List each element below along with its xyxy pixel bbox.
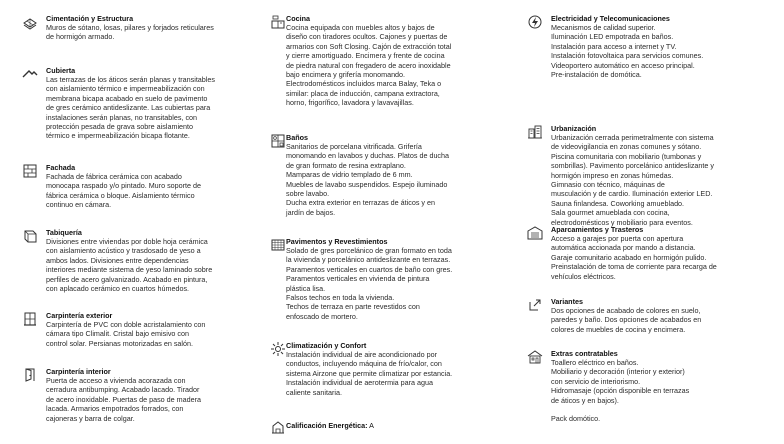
section-title: Aparcamientos y Trasteros (551, 225, 644, 234)
section-text: Divisiones entre viviendas por doble hoja cerámica con aislamiento acústico y trasdosado de yeso a ambos lados. Divisiones entre dependencias interiores mediante sistema de yeso laminado sobre perfiles de acero galvanizado. Acabado en pintura, con aplacado cerámico en cuartos húmedos. (46, 237, 213, 294)
section-text: Carpintería de PVC con doble acristalamiento con cámara tipo Climalit. Cristal bajo emisivo con control solar. Persianas motorizadas en salón. (46, 320, 206, 348)
section-title: Fachada (46, 163, 76, 172)
extras-icon (527, 349, 543, 365)
partition-icon (22, 228, 38, 244)
section-text: Toallero eléctrico en baños. Mobiliario y decoración (interior y exterior) con servicio de interiorismo. Hidromasaje (opción disponible en terrazas de áticos y en bajos). Pack domótico. (551, 358, 690, 424)
section-title: Carpintería interior (46, 367, 111, 376)
section-pavimentos (270, 237, 520, 332)
section-text: Dos opciones de acabado de colores en suelo, paredes y baño. Dos opciones de acabados en colores de muebles de cocina y encimera. (551, 306, 702, 334)
section-text: Muros de sótano, losas, pilares y forjados reticulares de hormigón armado. (46, 23, 214, 42)
garage-icon (527, 225, 543, 241)
section-carpinteria-exterior (22, 311, 282, 353)
section-text: Fachada de fábrica cerámica con acabado monocapa raspado y/o pintado. Muro soporte de fábrica cerámica o bloque. Aislamiento térmico continuo en cámara. (46, 172, 202, 210)
section-cocina (270, 14, 520, 124)
section-carpinteria-interior (22, 367, 282, 427)
variants-icon (527, 297, 543, 313)
section-text: Urbanización cerrada perimetralmente con sistema de videovigilancia en zonas comunes y sótano. Piscina comunitaria con mobiliario (tumbonas y sombrillas). Pavimento porcelánico antideslizante y hormigón impreso en zonas húmedas. Gimnasio con técnico, máquinas de musculación y de cardio. Iluminación exterior LED. Sauna finlandesa. Coworking amueblado. Sala gourmet amueblada con cocina, electrodomésticos y mobiliario para eventos. (551, 133, 714, 227)
section-title: Variantes (551, 297, 583, 306)
section-title: Extras contratables (551, 349, 618, 358)
energy-rating-icon (270, 419, 286, 435)
section-cimentacion (22, 14, 272, 54)
section-text: Mecanismos de calidad superior. Iluminación LED empotrada en baños. Instalación para acceso a internet y TV. Instalación fotovoltaica para servicios comunes. Videoportero automático en acceso principal. Pre-instalación de domótica. (551, 23, 704, 80)
section-title: Pavimentos y Revestimientos (286, 237, 388, 246)
section-title: Carpintería exterior (46, 311, 113, 320)
section-text: Instalación individual de aire acondicionado por conductos, incluyendo máquina de frío/calor, con sistema Airzone que permite climatizar por estancia. Instalación individual de aerotermia para agua caliente sanitaria. (286, 350, 453, 397)
section-text: Puerta de acceso a vivienda acorazada con cerradura antibumping. Acabado lacado. Tirador de acero inoxidable. Puertas de paso de madera lacada. Armarios empotrados forrados, con cajoneras y barra de colgar. (46, 376, 202, 423)
section-aparcamientos (527, 225, 777, 285)
door-icon (22, 367, 38, 383)
section-title: Cubierta (46, 66, 76, 75)
flooring-icon (270, 237, 286, 253)
section-text: Acceso a garajes por puerta con apertura automática accionada por mando a distancia. Garaje comunitario acabado en hormigón pulido. Preinstalación de toma de corriente para recarga de vehículos eléctricos. (551, 234, 717, 281)
section-text: Cocina equipada con muebles altos y bajos de diseño con tiradores ocultos. Cajones y puertas de armarios con Soft Closing. Cajón de extracción total y cierre amortiguado. Encimera y frente de cocina de piedra natural con fregadero de acero inoxidable bajo encimera y grifería monomando. Electrodomésticos incluidos marca Balay, Teka o similar: placa de inducción, campana extractora, horno, frigorífico, lavadora y lavavajillas. (286, 23, 452, 108)
section-text: Sanitarios de porcelana vitrificada. Grifería monomando en lavabos y duchas. Platos de ducha de gran formato de resina extraplano. Mamparas de vidrio templado de 6 mm. Muebles de lavabo suspendidos. Espejo iluminado sobre lavabo. Ducha extra exterior en terrazas de áticos y en jardín de bajos. (286, 142, 450, 217)
section-title: Climatización y Confort (286, 341, 367, 350)
section-calificacion-energetica (270, 419, 520, 435)
section-text: Las terrazas de los áticos serán planas y transitables con aislamiento térmico e impermeabilización con membrana bicapa acabado en suelo de pavimento de gres cerámico antideslizante. Las cubiertas para instalaciones serán planas, no transitables, con protección pesada de grava sobre aislamiento térmico e impermeabilización bicapa flotante. (46, 75, 215, 141)
climate-icon (270, 341, 286, 357)
facade-icon (22, 163, 38, 179)
section-fachada (22, 163, 282, 219)
section-title: Calificación Energética: (286, 421, 368, 430)
section-cubierta (22, 66, 282, 156)
section-tabiqueria (22, 228, 282, 303)
section-variantes (527, 297, 777, 339)
section-title: Urbanización (551, 124, 597, 133)
section-title: Cocina (286, 14, 310, 23)
section-electricidad (527, 14, 777, 94)
kitchen-icon (270, 14, 286, 30)
roof-icon (22, 66, 38, 82)
section-climatizacion (270, 341, 520, 401)
energy-rating-line (286, 421, 374, 430)
bathroom-icon (270, 133, 286, 149)
section-title: Electricidad y Telecomunicaciones (551, 14, 670, 23)
urbanization-icon (527, 124, 543, 140)
foundation-icon (22, 14, 38, 30)
section-urbanizacion (527, 124, 777, 227)
energy-rating-value: A (367, 421, 374, 430)
section-banos (270, 133, 520, 228)
section-title: Tabiquería (46, 228, 82, 237)
electricity-icon (527, 14, 543, 30)
section-text: Solado de gres porcelánico de gran formato en toda la vivienda y porcelánico antideslizante en terrazas. Paramentos verticales en cuartos de baño con gres. Paramentos verticales en vivienda de pintura plástica lisa. Falsos techos en toda la vivienda. Techos de terraza en parte revestidos con enfoscado de mortero. (286, 246, 453, 321)
section-title: Cimentación y Estructura (46, 14, 134, 23)
window-icon (22, 311, 38, 327)
section-extras (527, 349, 777, 434)
section-title: Baños (286, 133, 308, 142)
